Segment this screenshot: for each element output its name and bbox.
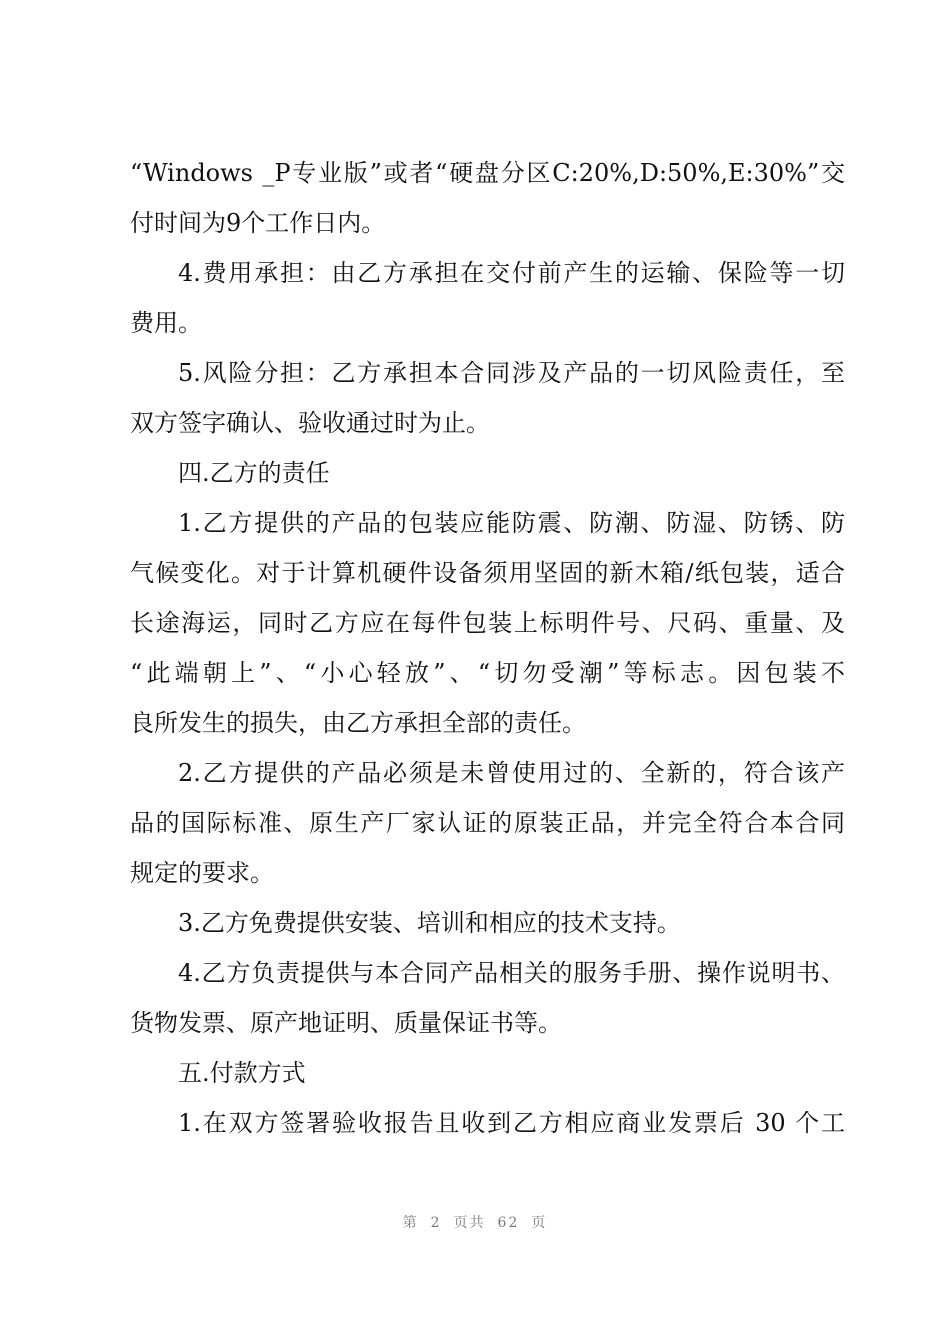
footer-page-number: 2 [430,1215,442,1231]
footer-suffix: 页 [531,1215,548,1231]
text-line: 5.风险分担：乙方承担本合同涉及产品的一切风险责任，至 [178,359,845,387]
text-line: 费用。 [130,309,202,337]
footer-prefix: 第 [402,1215,419,1231]
text-line: 货物发票、原产地证明、质量保证书等。 [130,1009,562,1037]
footer-total-pages: 62 [497,1215,520,1231]
footer-middle: 页共 [453,1215,486,1231]
text-line: 4.乙方负责提供与本合同产品相关的服务手册、操作说明书、 [178,959,845,987]
text-line: 3.乙方免费提供安装、培训和相应的技术支持。 [178,909,681,937]
text-line: 1.在双方签署验收报告且收到乙方相应商业发票后 30 个工 [178,1109,845,1137]
text-line: 1.乙方提供的产品的包装应能防震、防潮、防湿、防锈、防 [178,509,845,537]
page-footer [0,1212,950,1232]
text-line: 气候变化。对于计算机硬件设备须用坚固的新木箱/纸包装，适合 [130,559,845,587]
document-body [130,148,845,1148]
text-line: 双方签字确认、验收通过时为止。 [130,409,490,437]
text-line: 2.乙方提供的产品必须是未曾使用过的、全新的，符合该产 [178,759,845,787]
text-line: 规定的要求。 [130,859,274,887]
text-line: “此端朝上”、“小心轻放”、“切勿受潮”等标志。因包装不 [130,659,845,687]
text-line: 五.付款方式 [178,1059,306,1087]
text-line: 4.费用承担：由乙方承担在交付前产生的运输、保险等一切 [178,259,845,287]
text-line: 良所发生的损失，由乙方承担全部的责任。 [130,709,586,737]
text-line: “Windows _P专业版”或者“硬盘分区C:20%,D:50%,E:30%”交 [130,159,845,187]
text-line: 付时间为9个工作日内。 [130,209,386,237]
text-line: 品的国际标准、原生产厂家认证的原装正品，并完全符合本合同 [130,809,845,837]
text-line: 长途海运，同时乙方应在每件包装上标明件号、尺码、重量、及 [130,609,845,637]
text-line: 四.乙方的责任 [178,459,330,487]
